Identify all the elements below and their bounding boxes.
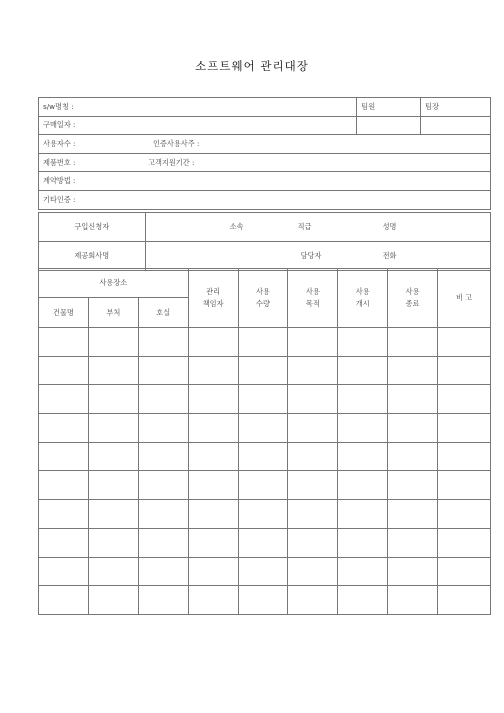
start-header: 사용 개시: [338, 269, 388, 328]
table-cell[interactable]: [388, 385, 438, 414]
table-cell[interactable]: [138, 328, 188, 357]
page-title: 소프트웨어 관리대장: [195, 59, 309, 73]
table-row: [39, 471, 491, 500]
contact-label: 담당자: [300, 251, 322, 260]
table-cell[interactable]: [338, 356, 388, 385]
table-cell[interactable]: [188, 528, 238, 557]
supplier-label: 제공회사명: [39, 242, 146, 271]
table-cell[interactable]: [438, 328, 491, 357]
product-number-row[interactable]: [39, 153, 491, 172]
table-cell[interactable]: [238, 586, 288, 615]
table-cell[interactable]: [438, 471, 491, 500]
table-cell[interactable]: [138, 557, 188, 586]
table-row: [39, 442, 491, 471]
table-cell[interactable]: [288, 356, 338, 385]
table-cell[interactable]: [288, 528, 338, 557]
table-cell[interactable]: [238, 414, 288, 443]
purchase-date-field[interactable]: 구매일자 :: [39, 116, 357, 135]
table-cell[interactable]: [288, 500, 338, 529]
sw-name-field[interactable]: s/w명칭 :: [39, 98, 357, 117]
table-cell[interactable]: [388, 414, 438, 443]
table-cell[interactable]: [39, 586, 89, 615]
table-cell[interactable]: [188, 328, 238, 357]
table-cell[interactable]: [438, 442, 491, 471]
table-cell[interactable]: [288, 471, 338, 500]
user-count-row[interactable]: [39, 135, 491, 154]
info-row-sw: [39, 98, 491, 117]
supplier-row: [39, 242, 491, 271]
table-row: [39, 528, 491, 557]
table-cell[interactable]: [88, 356, 138, 385]
table-cell[interactable]: [388, 500, 438, 529]
table-cell[interactable]: [238, 471, 288, 500]
table-cell[interactable]: [39, 442, 89, 471]
table-cell[interactable]: [338, 414, 388, 443]
table-cell[interactable]: [39, 471, 89, 500]
table-cell[interactable]: [188, 586, 238, 615]
table-cell[interactable]: [39, 385, 89, 414]
info-row-purchase: [39, 116, 491, 135]
table-row: [39, 500, 491, 529]
supplier-values[interactable]: [145, 242, 490, 271]
table-cell[interactable]: [39, 500, 89, 529]
phone-label: 전화: [382, 251, 397, 260]
table-row: [39, 557, 491, 586]
table-cell[interactable]: [188, 356, 238, 385]
table-cell[interactable]: [238, 500, 288, 529]
table-cell[interactable]: [338, 586, 388, 615]
table-cell[interactable]: [288, 385, 338, 414]
team-leader-sign[interactable]: [421, 116, 491, 135]
position-label: 직급: [297, 222, 312, 231]
info-row-users: [39, 135, 491, 154]
usage-rows: [39, 328, 491, 615]
table-cell[interactable]: [338, 500, 388, 529]
info-row-contract: [39, 172, 491, 191]
table-cell[interactable]: [188, 500, 238, 529]
table-cell[interactable]: [138, 385, 188, 414]
table-cell[interactable]: [338, 442, 388, 471]
info-table: [38, 97, 491, 210]
table-cell[interactable]: [188, 557, 238, 586]
table-cell[interactable]: [88, 414, 138, 443]
table-cell[interactable]: [238, 442, 288, 471]
table-cell[interactable]: [238, 328, 288, 357]
table-cell[interactable]: [438, 557, 491, 586]
team-member-label: 팀원: [357, 98, 421, 117]
table-cell[interactable]: [388, 557, 438, 586]
table-cell[interactable]: [138, 356, 188, 385]
table-cell[interactable]: [138, 586, 188, 615]
table-cell[interactable]: [138, 471, 188, 500]
table-cell[interactable]: [238, 557, 288, 586]
quantity-header: 사용 수량: [238, 269, 288, 328]
table-cell[interactable]: [288, 557, 338, 586]
table-row: [39, 586, 491, 615]
applicant-label: 구입신청자: [39, 213, 146, 242]
table-cell[interactable]: [388, 528, 438, 557]
building-header: 건물명: [39, 298, 89, 328]
room-header: 호실: [138, 298, 188, 328]
purpose-header: 사용 목적: [288, 269, 338, 328]
certified-users-field: 인증사용사주 :: [153, 138, 200, 148]
table-cell[interactable]: [88, 328, 138, 357]
dept-label: 소속: [229, 222, 244, 231]
table-cell[interactable]: [39, 414, 89, 443]
table-cell[interactable]: [388, 586, 438, 615]
table-cell[interactable]: [288, 414, 338, 443]
party-table: [38, 212, 491, 271]
table-cell[interactable]: [288, 586, 338, 615]
table-cell[interactable]: [238, 528, 288, 557]
table-cell[interactable]: [88, 557, 138, 586]
table-row: [39, 385, 491, 414]
remarks-header: 비 고: [438, 269, 491, 328]
table-cell[interactable]: [88, 500, 138, 529]
table-row: [39, 328, 491, 357]
table-cell[interactable]: [39, 557, 89, 586]
table-cell[interactable]: [238, 356, 288, 385]
table-cell[interactable]: [338, 528, 388, 557]
applicant-values[interactable]: [145, 213, 490, 242]
support-period-field: 고객지원기간 :: [148, 157, 195, 167]
user-count-field: 사용자수 :: [43, 138, 76, 148]
table-cell[interactable]: [138, 414, 188, 443]
header-row-1: [39, 269, 491, 298]
table-cell[interactable]: [338, 328, 388, 357]
table-cell[interactable]: [88, 586, 138, 615]
table-cell[interactable]: [338, 557, 388, 586]
table-cell[interactable]: [338, 385, 388, 414]
table-cell[interactable]: [188, 414, 238, 443]
end-header: 사용 종료: [388, 269, 438, 328]
table-cell[interactable]: [39, 528, 89, 557]
team-member-sign[interactable]: [357, 116, 421, 135]
table-cell[interactable]: [438, 385, 491, 414]
table-cell[interactable]: [188, 471, 238, 500]
department-header: 부처: [88, 298, 138, 328]
table-cell[interactable]: [39, 328, 89, 357]
table-cell[interactable]: [188, 442, 238, 471]
table-cell[interactable]: [188, 385, 238, 414]
info-row-product: [39, 153, 491, 172]
location-header: 사용장소: [39, 269, 189, 298]
info-row-other: [39, 190, 491, 209]
table-cell[interactable]: [288, 328, 338, 357]
table-cell[interactable]: [88, 385, 138, 414]
table-cell[interactable]: [138, 500, 188, 529]
table-cell[interactable]: [88, 528, 138, 557]
product-number-field: 제품번호 :: [43, 157, 76, 167]
table-cell[interactable]: [388, 356, 438, 385]
usage-table: [38, 268, 491, 615]
table-cell[interactable]: [338, 471, 388, 500]
table-cell[interactable]: [388, 328, 438, 357]
table-cell[interactable]: [438, 356, 491, 385]
team-leader-label: 팀장: [421, 98, 491, 117]
table-cell[interactable]: [438, 586, 491, 615]
manager-header: 관리 책임자: [188, 269, 238, 328]
table-cell[interactable]: [138, 528, 188, 557]
table-cell[interactable]: [88, 471, 138, 500]
table-cell[interactable]: [438, 500, 491, 529]
table-cell[interactable]: [388, 471, 438, 500]
table-cell[interactable]: [288, 442, 338, 471]
table-cell[interactable]: [438, 414, 491, 443]
name-label: 성명: [382, 222, 397, 231]
table-cell[interactable]: [238, 385, 288, 414]
contract-method-field[interactable]: 계약방법 :: [39, 172, 491, 191]
table-cell[interactable]: [138, 442, 188, 471]
applicant-row: [39, 213, 491, 242]
table-cell[interactable]: [438, 528, 491, 557]
table-cell[interactable]: [88, 442, 138, 471]
table-row: [39, 414, 491, 443]
table-row: [39, 356, 491, 385]
table-cell[interactable]: [388, 442, 438, 471]
other-cert-field[interactable]: 기타인증 :: [39, 190, 491, 209]
table-cell[interactable]: [39, 356, 89, 385]
